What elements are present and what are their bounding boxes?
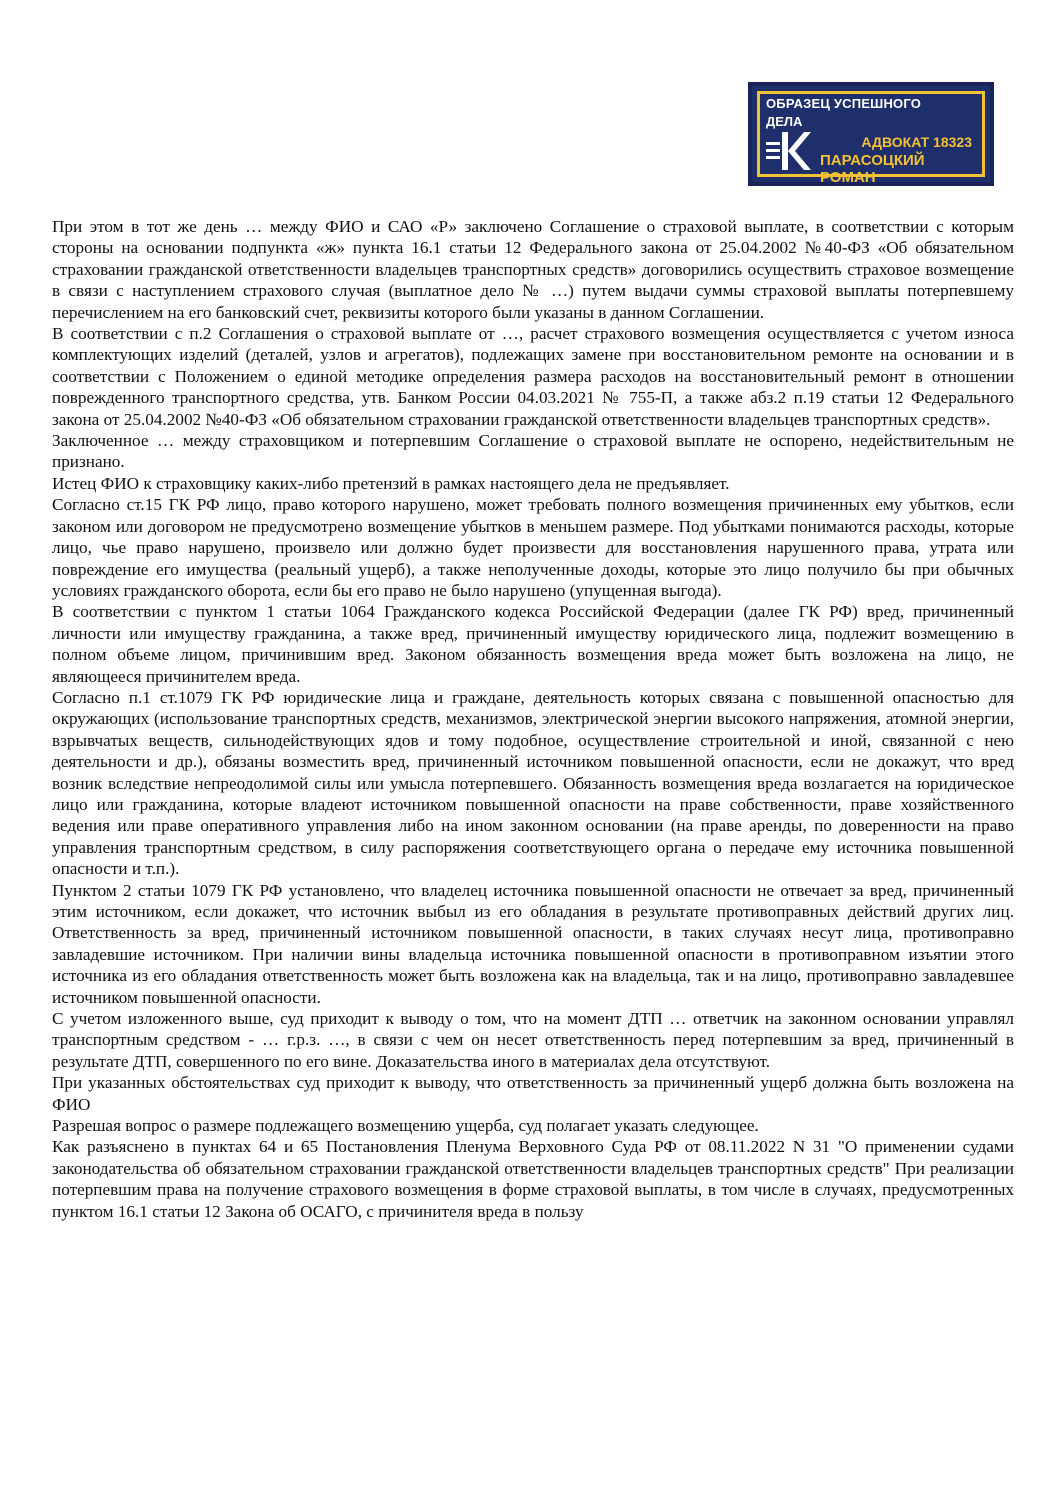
paragraph: В соответствии с пунктом 1 статьи 1064 Гражданского кодекса Российской Федерации (далее ГК РФ) вред, причиненный личности или имуществу гражданина, а также вред, причиненный имуществу юридического лица, подлежит возмещению в полном объеме лицом, причинившим вред. Законом обязанность возмещения вреда может быть возложена на лицо, не являющееся причинителем вреда. [52,602,1014,686]
badge-frame [757,91,985,186]
paragraph: Как разъяснено в пунктах 64 и 65 Постановления Пленума Верховного Суда РФ от 08.11.2022 N 31 "О применении судами законодательства об обязательном страховании гражданской ответственности владельцев транспортных средств" При реализации потерпевшим права на получение страхового возмещения в форме страховой выплаты, в том числе в случаях, предусмотренных пунктом 16.1 статьи 12 Закона об ОСАГО, с причинителя вреда в пользу [52,1137,1014,1221]
paragraph: Заключенное … между страховщиком и потерпевшим Соглашение о страховой выплате не оспорено, недействительным не признано. [52,431,1014,472]
law-firm-logo-icon [766,130,812,174]
badge-caption-second: ДЕЛА [766,114,803,129]
paragraph: При указанных обстоятельствах суд приходит к выводу, что ответственность за причиненный ущерб должна быть возложена на ФИО [52,1073,1014,1114]
paragraph: Пунктом 2 статьи 1079 ГК РФ установлено, что владелец источника повышенной опасности не отвечает за вред, причиненный этим источником, если докажет, что источник выбыл из его обладания в результате противоправных действий других лиц. Ответственность за вред, причиненный источником повышенной опасности, в таких случаях несут лица, противоправно завладевшие источником. При наличии вины владельца источника повышенной опасности в противоправном изъятии этого источника из его обладания ответственность может быть возложена как на владельца, так и на лицо, противоправно завладевшее источником повышенной опасности. [52,880,1014,1007]
badge-lawyer-id: АДВОКАТ 18323 [861,134,972,150]
paragraph: При этом в тот же день … между ФИО и САО «Р» заключено Соглашение о страховой выплате, в соответствии с которым стороны на основании подпункта «ж» пункта 16.1 статьи 12 Федерального закона от 25.04.2002 №40-ФЗ «Об обязательном страховании гражданской ответственности владельцев транспортных средств» договорились осуществить страховое возмещение в связи с наступлением страхового случая (выплатное дело № …) путем выдачи суммы страховой выплаты потерпевшему перечислением на его банковский счет, реквизиты которого были указаны в данном Соглашении. [52,217,1014,322]
paragraph: Согласно ст.15 ГК РФ лицо, право которого нарушено, может требовать полного возмещения причиненных ему убытков, если законом или договором не предусмотрено возмещение убытков в меньшем размере. Под убытками понимаются расходы, которые лицо, чье право нарушено, произвело или должно будет произвести для восстановления нарушенного права, утрата или повреждение его имущества (реальный ущерб), а также неполученные доходы, которые это лицо получило бы при обычных условиях гражданского оборота, если бы его право не было нарушено (упущенная выгода). [52,495,1014,600]
paragraph: В соответствии с п.2 Соглашения о страховой выплате от …, расчет страхового возмещения осуществляется с учетом износа комплектующих изделий (деталей, узлов и агрегатов), подлежащих замене при восстановительном ремонте на основании и в соответствии с Положением о единой методике определения размера расходов на восстановительный ремонт в отношении поврежденного транспортного средства, утв. Банком России 04.03.2021 № 755-П, а также абз.2 п.19 статьи 12 Федерального закона от 25.04.2002 №40-ФЗ «Об обязательном страховании гражданской ответственности владельцев транспортных средств». [52,324,1014,429]
badge-caption-top: ОБРАЗЕЦ УСПЕШНОГО [766,96,922,111]
paragraph: Разрешая вопрос о размере подлежащего возмещению ущерба, суд полагает указать следующее. [52,1116,759,1136]
paragraph: С учетом изложенного выше, суд приходит к выводу о том, что на момент ДТП … ответчик на законном основании управлял транспортным средством - … г.р.з. …, в связи с чем он несет ответственность перед потерпевшим за вред, причиненный в результате ДТП, совершенного по его вине. Доказательства иного в материалах дела отсутствуют. [52,1009,1014,1071]
law-firm-badge [748,82,994,186]
document-body [52,216,1014,1222]
paragraph: Истец ФИО к страховщику каких-либо претензий в рамках настоящего дела не предъявляет. [52,473,730,493]
badge-lawyer-name: ПАРАСОЦКИЙ РОМАН [820,152,925,186]
paragraph: Согласно п.1 ст.1079 ГК РФ юридические лица и граждане, деятельность которых связана с повышенной опасностью для окружающих (использование транспортных средств, механизмов, электрической энергии высокого напряжения, атомной энергии, взрывчатых веществ, сильнодействующих ядов и тому подобное, осуществление строительной и иной, связанной с нею деятельности и др.), обязаны возместить вред, причиненный источником повышенной опасности, если не докажут, что вред возник вследствие непреодолимой силы или умысла потерпевшего. Обязанность возмещения вреда возлагается на юридическое лицо или гражданина, которые владеют источником повышенной опасности на праве собственности, праве хозяйственного ведения или праве оперативного управления либо на ином законном основании (на праве аренды, по доверенности на право управления транспортным средством, в силу распоряжения соответствующего органа о передаче ему источника повышенной опасности и т.п.). [52,687,1014,879]
